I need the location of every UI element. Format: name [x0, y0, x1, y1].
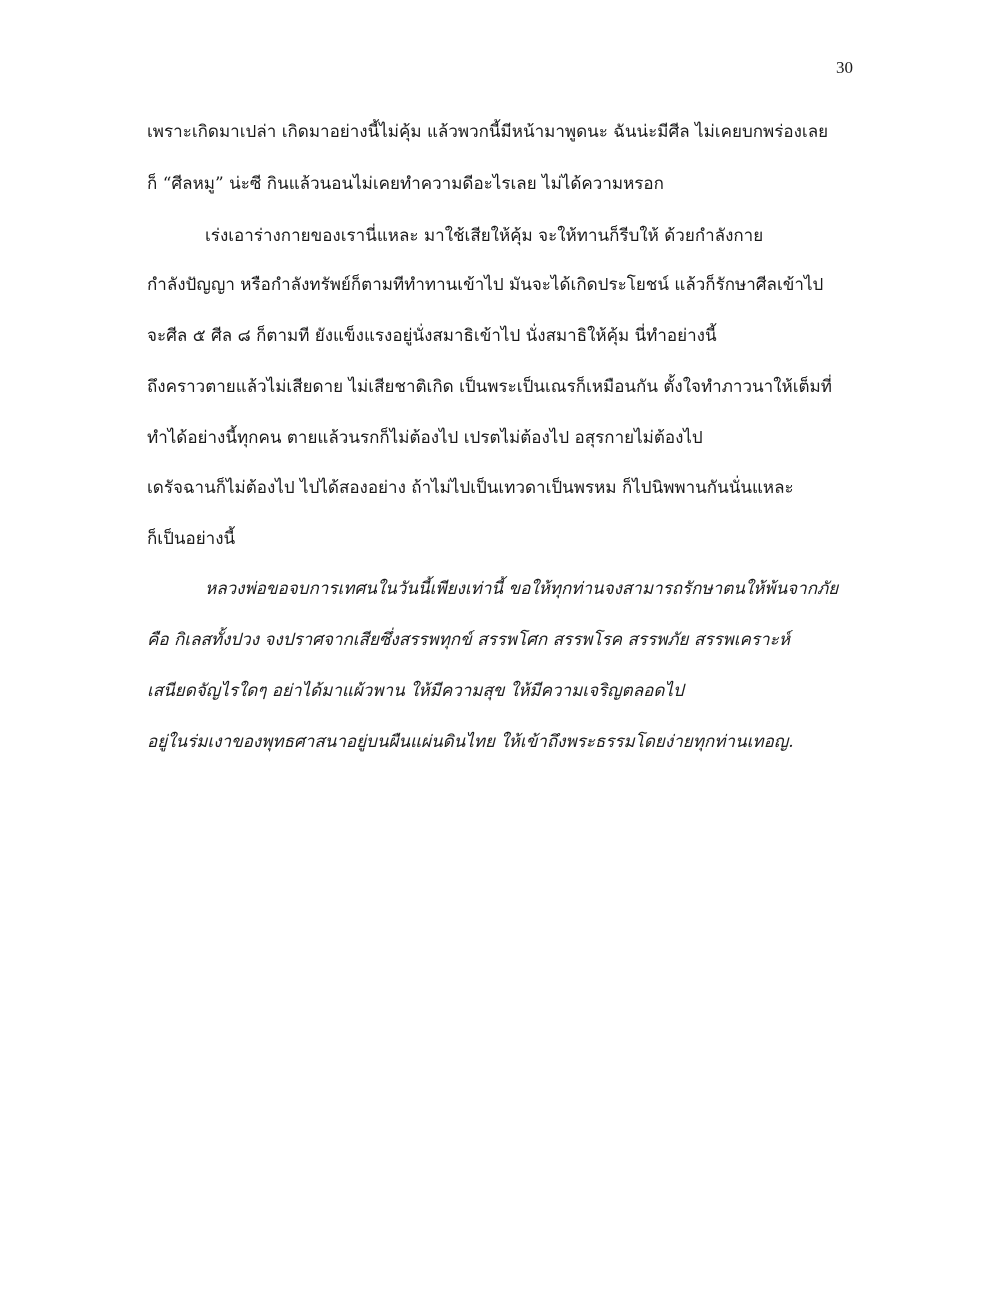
body-line: ก็ “ศีลหมู” น่ะซี กินแล้วนอนไม่เคยทำความดีอะไรเลย ไม่ได้ความหรอก [147, 174, 664, 194]
body-line: ก็เป็นอย่างนี้ [147, 529, 236, 549]
body-line: จะศีล ๕ ศีล ๘ ก็ตามที ยังแข็งแรงอยู่นั่งสมาธิเข้าไป นั่งสมาธิให้คุ้ม นี่ทำอย่างนี้ [147, 326, 717, 346]
body-line: กำลังปัญญา หรือกำลังทรัพย์ก็ตามทีทำทานเข้าไป มันจะได้เกิดประโยชน์ แล้วก็รักษาศีลเข้าไป [147, 275, 824, 295]
closing-line: อยู่ในร่มเงาของพุทธศาสนาอยู่บนผืนแผ่นดินไทย ให้เข้าถึงพระธรรมโดยง่ายทุกท่านเทอญ. [147, 732, 794, 752]
body-line-paragraph-start: เร่งเอาร่างกายของเรานี่แหละ มาใช้เสียให้คุ้ม จะให้ทานก็รีบให้ ด้วยกำลังกาย [205, 226, 764, 246]
closing-line: คือ กิเลสทั้งปวง จงปราศจากเสียซึ่งสรรพทุกข์ สรรพโศก สรรพโรค สรรพภัย สรรพเคราะห์ [147, 630, 790, 650]
page-number: 30 [836, 58, 853, 77]
body-line: เดรัจฉานก็ไม่ต้องไป ไปได้สองอย่าง ถ้าไม่ไปเป็นเทวดาเป็นพรหม ก็ไปนิพพานกันนั่นแหละ [147, 478, 794, 498]
body-line: เพราะเกิดมาเปล่า เกิดมาอย่างนี้ไม่คุ้ม แล้วพวกนี้มีหน้ามาพูดนะ ฉันน่ะมีศีล ไม่เคยบกพร่องเลย [147, 122, 829, 142]
body-line: ถึงคราวตายแล้วไม่เสียดาย ไม่เสียชาติเกิด เป็นพระเป็นเณรก็เหมือนกัน ตั้งใจทำภาวนาให้เต็มที่ [147, 377, 832, 397]
body-line: ทำได้อย่างนี้ทุกคน ตายแล้วนรกก็ไม่ต้องไป เปรตไม่ต้องไป อสุรกายไม่ต้องไป [147, 428, 703, 448]
closing-line: เสนียดจัญไรใดๆ อย่าได้มาแผ้วพาน ให้มีความสุข ให้มีความเจริญตลอดไป [147, 681, 684, 701]
closing-line-paragraph-start: หลวงพ่อขอจบการเทศนในวันนี้เพียงเท่านี้ ขอให้ทุกท่านจงสามารถรักษาตนให้พ้นจากภัย [205, 579, 839, 599]
